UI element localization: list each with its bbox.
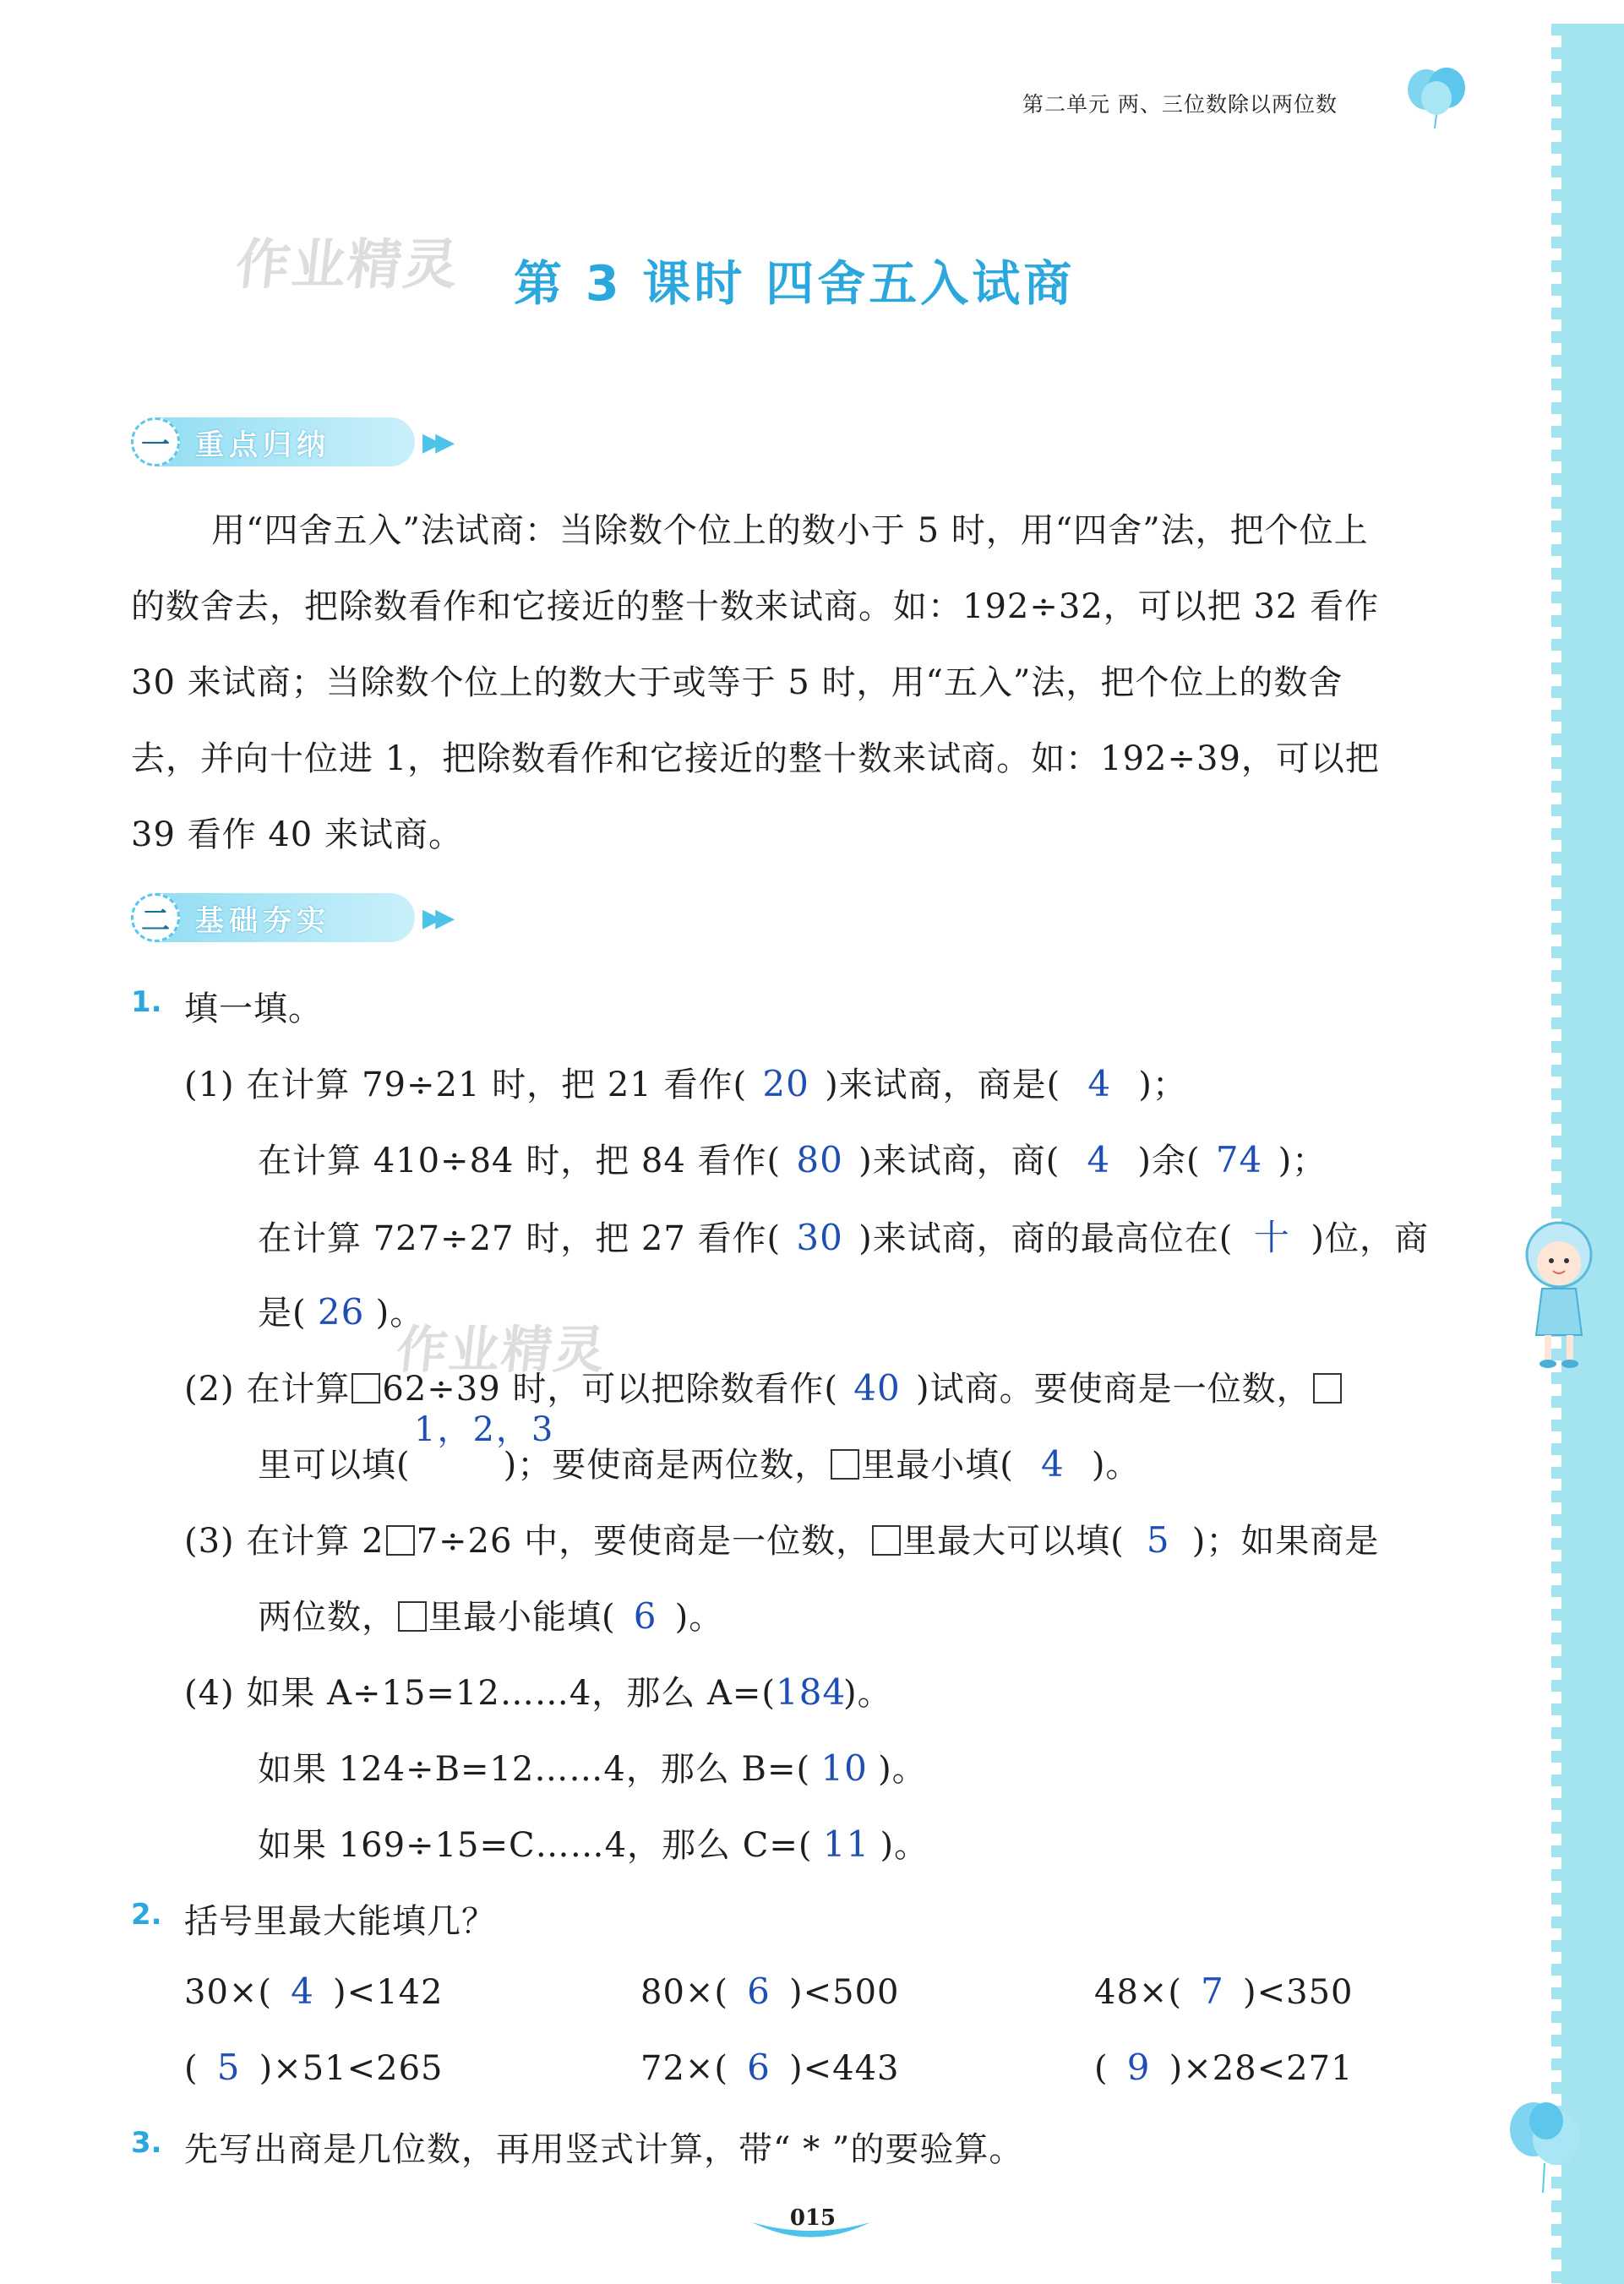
text: )。 [375, 1294, 425, 1333]
text: )。 [674, 1598, 724, 1637]
answer: 6 [747, 1971, 771, 2012]
q1-part2-line-a [184, 1362, 1343, 1410]
answer: 4 [1087, 1063, 1112, 1104]
blank-box [872, 1525, 901, 1556]
text: )； [1278, 1142, 1327, 1180]
text: )位，商 [1311, 1219, 1429, 1258]
text: )余( [1137, 1142, 1201, 1180]
text: 如果 124÷B=12……4，那么 B=( [258, 1750, 811, 1789]
answer: 4 [1087, 1139, 1111, 1180]
question-prompt: 先写出商是几位数，再用竖式计算，带“ * ”的要验算。 [184, 2130, 1024, 2169]
text: 里最小能填( [428, 1598, 616, 1637]
answer: 9 [1126, 2047, 1151, 2088]
part-label: (4) [184, 1674, 235, 1713]
q2-item [640, 2047, 900, 2088]
answer: 6 [747, 2047, 771, 2088]
text: 里最大可以填( [902, 1522, 1125, 1561]
running-header: 第二单元 两、三位数除以两位数 [1022, 92, 1338, 117]
text: 如果 A÷15=12……4，那么 A=( [246, 1674, 776, 1713]
text: 如果 169÷15=C……4，那么 C=( [258, 1826, 813, 1865]
q2-item [1094, 2047, 1354, 2088]
text: )来试商，商的最高位在( [858, 1219, 1234, 1258]
section-label: 重点归纳 [195, 428, 330, 462]
q1-part3-line-a [184, 1514, 1379, 1562]
cartoon-girl-icon [1512, 1217, 1605, 1377]
text: )<142 [333, 1973, 444, 2012]
text: )。 [878, 1750, 927, 1789]
watermark: 作业精灵 [393, 1321, 610, 1380]
text: )来试商，商( [858, 1142, 1060, 1180]
blank-box [1313, 1373, 1342, 1404]
answer: 十 [1253, 1217, 1290, 1258]
q2-item [184, 1971, 444, 2012]
question-prompt: 填一填。 [184, 989, 323, 1028]
q1-part4-line-b [258, 1742, 927, 1791]
blank-box [831, 1449, 859, 1480]
answer: 20 [762, 1063, 809, 1104]
blank-box [386, 1525, 415, 1556]
text: 是( [258, 1294, 307, 1333]
lesson-title: 第 3 课时 四舍五入试商 [514, 256, 1076, 312]
section-number: 二 [131, 893, 180, 942]
text: 48×( [1094, 1973, 1183, 2012]
q2-item [1094, 1971, 1354, 2012]
answer: 10 [820, 1747, 868, 1789]
section-banner-key-points [131, 417, 415, 466]
summary-line: 去，并向十位进 1，把除数看作和它接近的整十数来试商。如：192÷39，可以把 [131, 739, 1380, 778]
section-banner-basics [131, 893, 415, 942]
text: 72×( [640, 2049, 729, 2088]
answer: 4 [291, 1971, 314, 2012]
section-number: 一 [131, 417, 180, 466]
text: )<443 [789, 2049, 900, 2088]
text: )来试商，商是( [825, 1066, 1061, 1104]
answer: 11 [822, 1823, 870, 1865]
double-arrow-icon: ▶▶ [422, 903, 449, 933]
blank-box [398, 1601, 427, 1632]
answer: 7 [1201, 1971, 1224, 2012]
watermark: 作业精灵 [232, 234, 463, 297]
answer: 1，2，3 [414, 1410, 555, 1449]
question-number: 1. [131, 985, 162, 1019]
answer: 74 [1215, 1139, 1263, 1180]
text: 7÷26 中，要使商是一位数， [416, 1522, 871, 1561]
question-prompt: 括号里最大能填几？ [184, 1902, 496, 1941]
text: ( [184, 2049, 199, 2088]
summary-line: 的数舍去，把除数看作和它接近的整十数来试商。如：192÷32，可以把 32 看作 [131, 587, 1380, 626]
summary-line: 30 来试商；当除数个位上的数大于或等于 5 时，用“五入”法，把个位上的数舍 [131, 663, 1343, 702]
answer: 184 [776, 1671, 847, 1713]
text: 在计算 [246, 1370, 351, 1409]
text: )<350 [1243, 1973, 1354, 2012]
blank-box [352, 1373, 380, 1404]
text: )； [1138, 1066, 1187, 1104]
text: 62÷39 时，可以把除数看作( [382, 1370, 839, 1409]
text: 两位数， [258, 1598, 396, 1637]
text: )试商。要使商是一位数， [916, 1370, 1311, 1409]
text: )。 [880, 1826, 929, 1865]
text: ( [1094, 2049, 1109, 2088]
page-number: 015 [789, 2205, 837, 2231]
answer: 30 [796, 1217, 843, 1258]
right-decorative-strip [1561, 24, 1624, 2284]
part-label: (3) [184, 1522, 235, 1561]
answer: 26 [317, 1291, 365, 1333]
q1-part2-line-b [258, 1438, 1140, 1486]
section-label: 基础夯实 [195, 903, 330, 938]
text: )；要使商是两位数， [503, 1446, 830, 1485]
q1-part1-line-a [184, 1058, 1187, 1106]
answer: 5 [216, 2047, 241, 2088]
text: )。 [1091, 1446, 1141, 1485]
answer: 5 [1146, 1519, 1170, 1561]
balloon-icon [1403, 64, 1479, 132]
q1-part1-line-b [258, 1134, 1327, 1182]
text: 里可以填( [258, 1446, 411, 1485]
text: 在计算 79÷21 时，把 21 看作( [246, 1066, 748, 1104]
summary-paragraph [131, 493, 1493, 873]
answer: 40 [853, 1367, 901, 1409]
text: 在计算 2 [246, 1522, 384, 1561]
part-label: (1) [184, 1066, 235, 1104]
q1-part1-line-c [258, 1210, 1429, 1261]
text: )<500 [789, 1973, 900, 2012]
text: )。 [843, 1674, 892, 1713]
text: )×28<271 [1169, 2049, 1354, 2088]
q1-part3-line-b [258, 1590, 723, 1638]
answer: 6 [633, 1595, 657, 1637]
text: 在计算 410÷84 时，把 84 看作( [258, 1142, 782, 1180]
q1-part4-line-a [184, 1666, 892, 1714]
text: 在计算 727÷27 时，把 27 看作( [258, 1219, 782, 1258]
text: 里最小填( [861, 1446, 1014, 1485]
text: 30×( [184, 1973, 273, 2012]
q1-part4-line-c [258, 1818, 929, 1867]
double-arrow-icon: ▶▶ [422, 428, 449, 457]
answer: 80 [796, 1139, 843, 1180]
summary-line: 用“四舍五入”法试商：当除数个位上的数小于 5 时，用“四舍”法，把个位上 [211, 511, 1369, 550]
balloon-icon [1504, 2096, 1589, 2197]
part-label: (2) [184, 1370, 235, 1409]
answer: 4 [1040, 1443, 1065, 1485]
question-number: 2. [131, 1898, 162, 1932]
q2-item [184, 2047, 444, 2088]
text: )×51<265 [259, 2049, 444, 2088]
summary-line: 39 看作 40 来试商。 [131, 815, 463, 854]
text: 80×( [640, 1973, 729, 2012]
q2-item [640, 1971, 900, 2012]
question-number: 3. [131, 2126, 162, 2160]
text: )；如果商是 [1191, 1522, 1380, 1561]
